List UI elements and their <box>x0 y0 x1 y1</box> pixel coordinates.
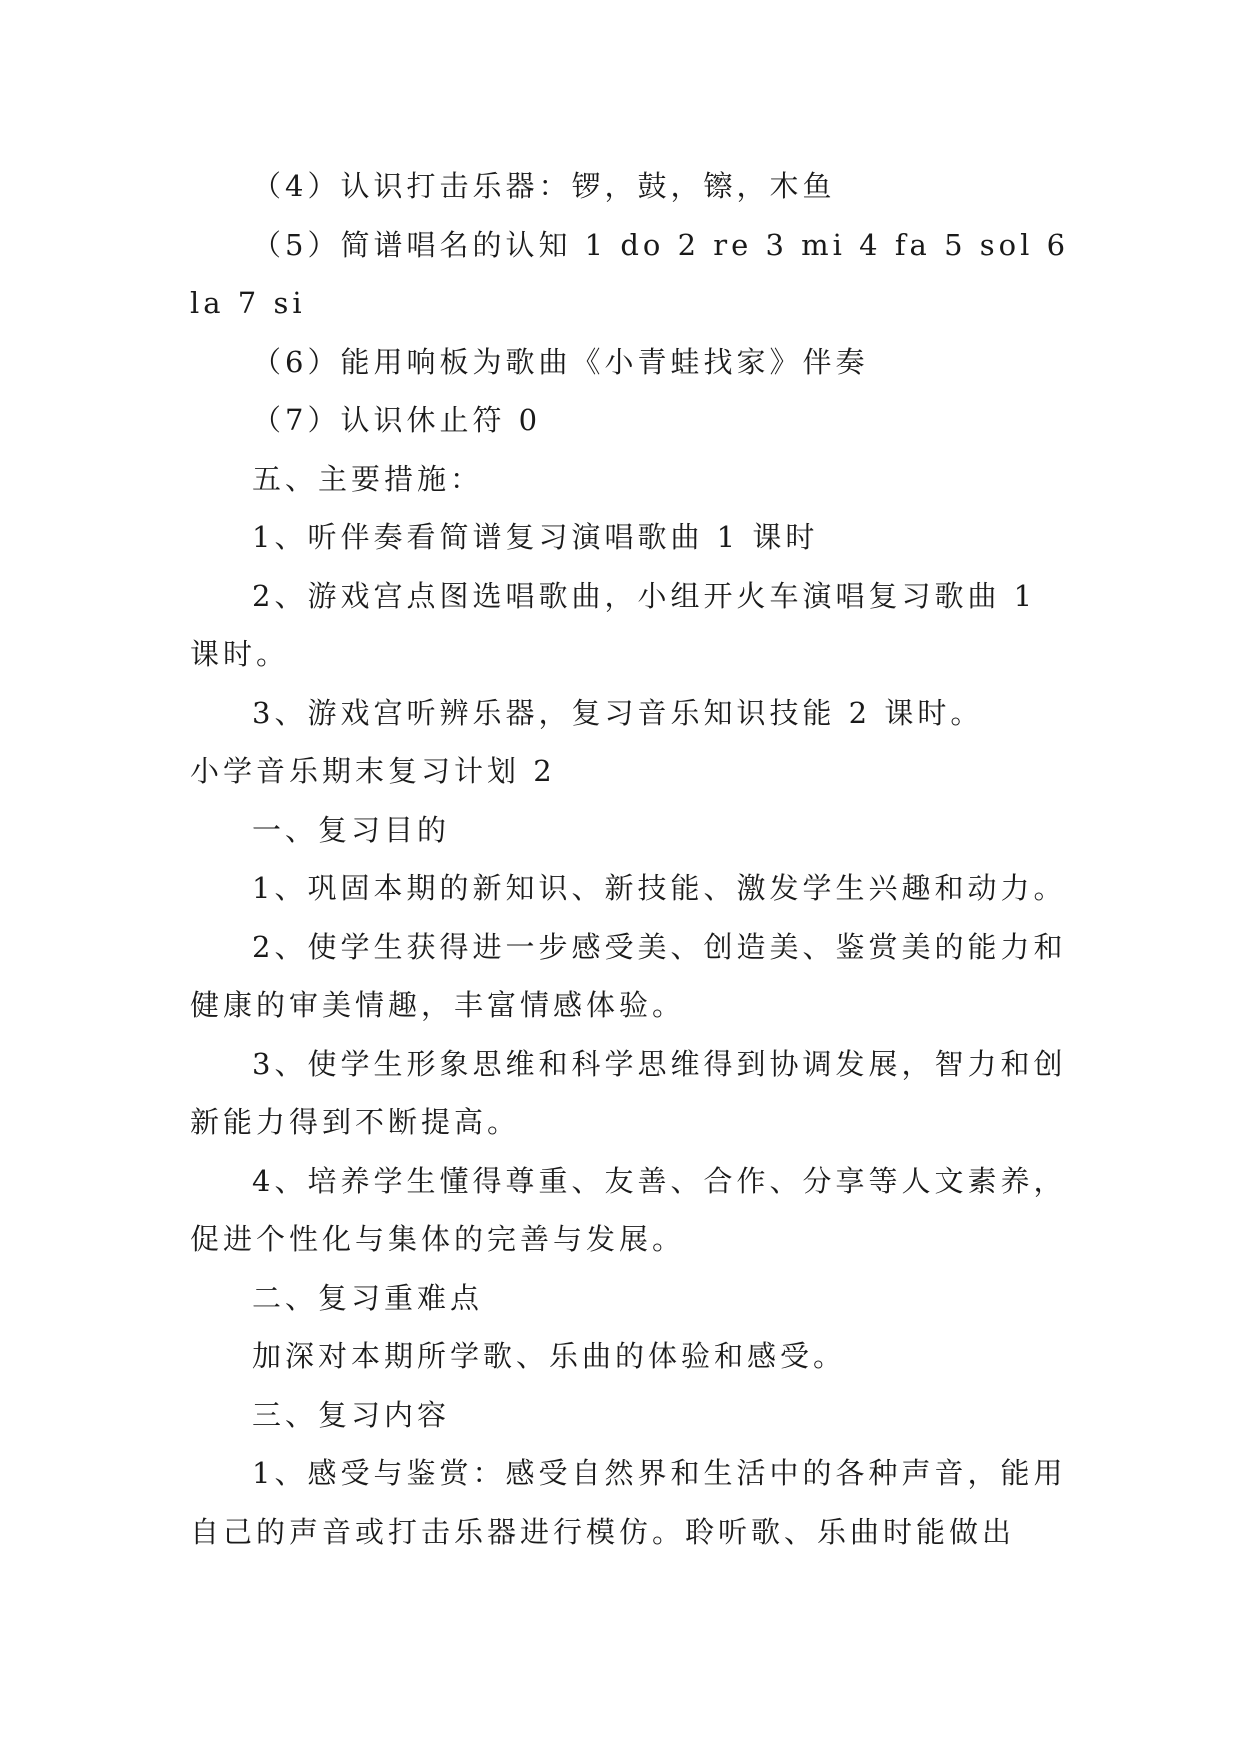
section-heading-measures: 五、主要措施： <box>252 461 484 496</box>
section-heading-review-purpose: 一、复习目的 <box>252 812 451 847</box>
section-heading-review-content: 三、复习内容 <box>252 1397 451 1432</box>
paragraph-measure-1: 1、听伴奏看简谱复习演唱歌曲 1 课时 <box>252 520 819 554</box>
section-heading-key-points: 二、复习重难点 <box>252 1280 484 1315</box>
paragraph-purpose-3: 3、使学生形象思维和科学思维得到协调发展，智力和创新能力得到不断提高。 <box>190 1046 1067 1139</box>
paragraph-purpose-2: 2、使学生获得进一步感受美、创造美、鉴赏美的能力和健康的审美情趣，丰富情感体验。 <box>190 929 1067 1022</box>
paragraph-measure-2: 2、游戏宫点图选唱歌曲，小组开火车演唱复习歌曲 1 课时。 <box>190 578 1037 671</box>
paragraph-content-1: 1、感受与鉴赏：感受自然界和生活中的各种声音，能用自己的声音或打击乐器进行模仿。聆听歌、乐曲时能做出 <box>190 1456 1067 1549</box>
paragraph-item-5-solfege: （5）简谱唱名的认知 1 do 2 re 3 mi 4 fa 5 sol 6 la 7 si <box>190 227 1070 320</box>
paragraph-item-7-rest: （7）认识休止符 0 <box>252 403 542 437</box>
paragraph-key-points: 加深对本期所学歌、乐曲的体验和感受。 <box>252 1339 847 1373</box>
paragraph-item-6-castanets: （6）能用响板为歌曲《小青蛙找家》伴奏 <box>252 344 869 379</box>
document-title-plan-2: 小学音乐期末复习计划 2 <box>190 754 556 788</box>
paragraph-purpose-4: 4、培养学生懂得尊重、友善、合作、分享等人文素养，促进个性化与集体的完善与发展。 <box>190 1163 1067 1256</box>
paragraph-purpose-1: 1、巩固本期的新知识、新技能、激发学生兴趣和动力。 <box>252 871 1067 905</box>
document-body <box>190 157 1070 1561</box>
paragraph-measure-3: 3、游戏宫听辨乐器，复习音乐知识技能 2 课时。 <box>252 695 984 730</box>
paragraph-item-4-percussion: （4）认识打击乐器：锣，鼓，镲，木鱼 <box>252 169 836 203</box>
